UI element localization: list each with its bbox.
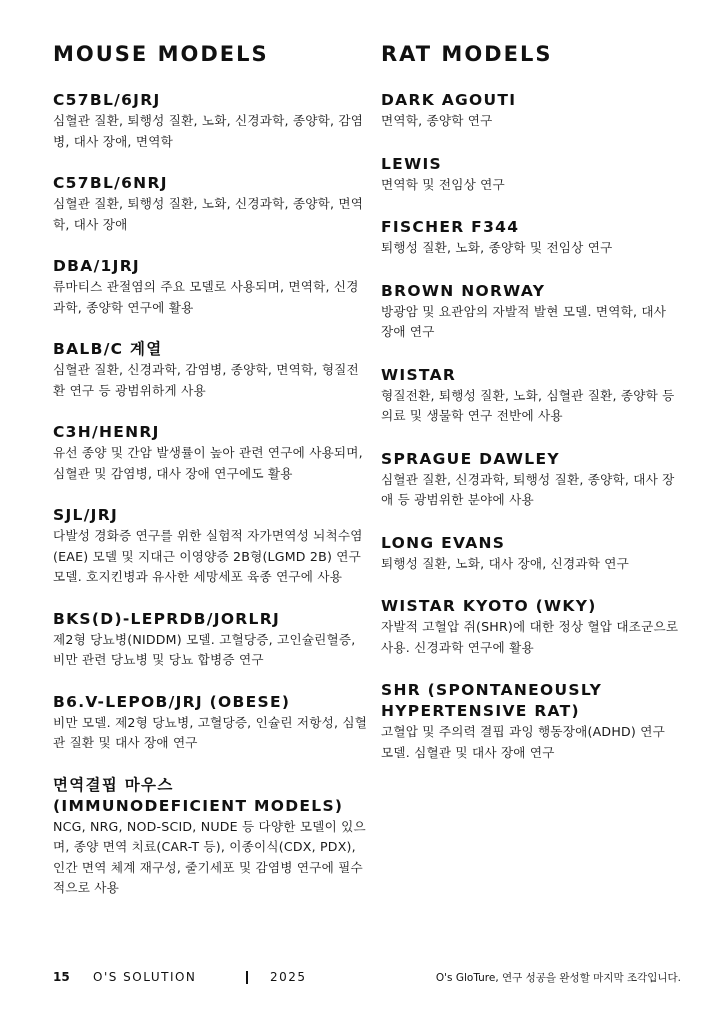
model-name: BALB/C 계열 (53, 340, 163, 358)
model-entry (53, 173, 371, 235)
model-entry (53, 505, 371, 588)
model-description: 유선 종양 및 간암 발생률이 높아 관련 연구에 사용되며, 심혈관 및 감염병, 대사 장애 연구에도 활용 (53, 445, 363, 481)
model-entry (53, 609, 371, 671)
model-name: WISTAR KYOTO (WKY) (381, 597, 597, 615)
mouse-models-heading: MOUSE MODELS (53, 42, 269, 66)
model-entry (381, 449, 681, 511)
model-description: 심혈관 질환, 퇴행성 질환, 노화, 신경과학, 종양학, 면역학, 대사 장애 (53, 196, 364, 232)
model-entry (53, 422, 371, 484)
model-name: C57BL/6JRJ (53, 91, 161, 109)
model-description: 면역학 및 전임상 연구 (381, 176, 505, 192)
model-entry (381, 154, 681, 196)
model-description: 형질전환, 퇴행성 질환, 노화, 심혈관 질환, 종양학 등 의료 및 생물학 연구 전반에 사용 (381, 387, 675, 423)
model-name: 면역결핍 마우스 (IMMUNODEFICIENT MODELS) (53, 775, 344, 815)
model-entry (53, 339, 371, 401)
rat-models-column (381, 40, 681, 785)
model-name: FISCHER F344 (381, 218, 520, 236)
model-entry (53, 256, 371, 318)
mouse-models-column (53, 40, 371, 920)
model-name: C3H/HENRJ (53, 423, 160, 441)
model-entry (381, 217, 681, 259)
model-name: BROWN NORWAY (381, 281, 546, 300)
model-description: 심혈관 질환, 퇴행성 질환, 노화, 신경과학, 종양학, 감염병, 대사 장애, 면역학 (53, 113, 364, 149)
footer-divider (246, 971, 248, 984)
model-name: SJL/JRJ (53, 506, 119, 524)
rat-models-heading: RAT MODELS (381, 42, 553, 66)
page-footer (53, 970, 681, 990)
model-name: SPRAGUE DAWLEY (381, 449, 560, 468)
model-name: DARK AGOUTI (381, 91, 517, 109)
model-name: B6.V-LEPOB/JRJ (OBESE) (53, 692, 291, 711)
model-entry (381, 680, 681, 763)
model-entry (381, 596, 681, 658)
model-description: 방광암 및 요관암의 자발적 발현 모델. 면역학, 대사 장애 연구 (381, 303, 667, 339)
model-name: BKS(D)-LEPRDB/JORLRJ (53, 609, 281, 628)
page-number: 15 (53, 970, 70, 984)
footer-tagline: O's GloTure, 연구 성공을 완성할 마지막 조각입니다. (435, 972, 681, 984)
model-name: DBA/1JRJ (53, 257, 140, 275)
model-description: 다발성 경화증 연구를 위한 실험적 자가면역성 뇌척수염(EAE) 모델 및 지대근 이영양증 2B형(LGMD 2B) 연구 모델. 호지킨병과 유사한 세망세포 육종 연구에 사용 (53, 528, 363, 584)
model-description: 심혈관 질환, 신경과학, 감염병, 종양학, 면역학, 형질전환 연구 등 광범위하게 사용 (53, 362, 359, 398)
model-entry (381, 365, 681, 427)
model-description: 제2형 당뇨병(NIDDM) 모델. 고혈당증, 고인슐린혈증, 비만 관련 당뇨병 및 당뇨 합병증 연구 (53, 631, 356, 667)
model-entry (53, 775, 371, 899)
model-description: 자발적 고혈압 쥐(SHR)에 대한 정상 혈압 대조군으로 사용. 신경과학 연구에 활용 (381, 619, 679, 655)
model-entry (53, 90, 371, 152)
model-description: 심혈관 질환, 신경과학, 퇴행성 질환, 종양학, 대사 장애 등 광범위한 분야에 사용 (381, 471, 675, 507)
model-description: 류마티스 관절염의 주요 모델로 사용되며, 면역학, 신경과학, 종양학 연구에 활용 (53, 279, 359, 315)
model-name: LEWIS (381, 154, 442, 173)
model-entry (381, 281, 681, 343)
model-description: 고혈압 및 주의력 결핍 과잉 행동장애(ADHD) 연구 모델. 심혈관 및 대사 장애 연구 (381, 724, 665, 760)
model-name: WISTAR (381, 365, 457, 384)
model-description: 퇴행성 질환, 노화, 대사 장애, 신경과학 연구 (381, 555, 630, 571)
model-description: 면역학, 종양학 연구 (381, 113, 493, 128)
model-entry (381, 533, 681, 575)
model-description: NCG, NRG, NOD-SCID, NUDE 등 다양한 모델이 있으며, 종양 면역 치료(CAR-T 등), 이종이식(CDX, PDX), 인간 면역 체계 재구성, 줄기세포 및 감염병 연구에 필수적으로 사용 (53, 818, 366, 895)
model-name: LONG EVANS (381, 533, 506, 552)
model-entry (381, 90, 681, 132)
footer-year: 2025 (270, 970, 307, 984)
model-description: 비만 모델. 제2형 당뇨병, 고혈당증, 인슐린 저항성, 심혈관 질환 및 대사 장애 연구 (53, 714, 368, 750)
model-description: 퇴행성 질환, 노화, 종양학 및 전임상 연구 (381, 240, 613, 255)
model-entry (53, 692, 371, 754)
model-name: SHR (SPONTANEOUSLY HYPERTENSIVE RAT) (381, 681, 603, 720)
footer-brand: O'S SOLUTION (93, 970, 197, 984)
model-name: C57BL/6NRJ (53, 174, 168, 192)
